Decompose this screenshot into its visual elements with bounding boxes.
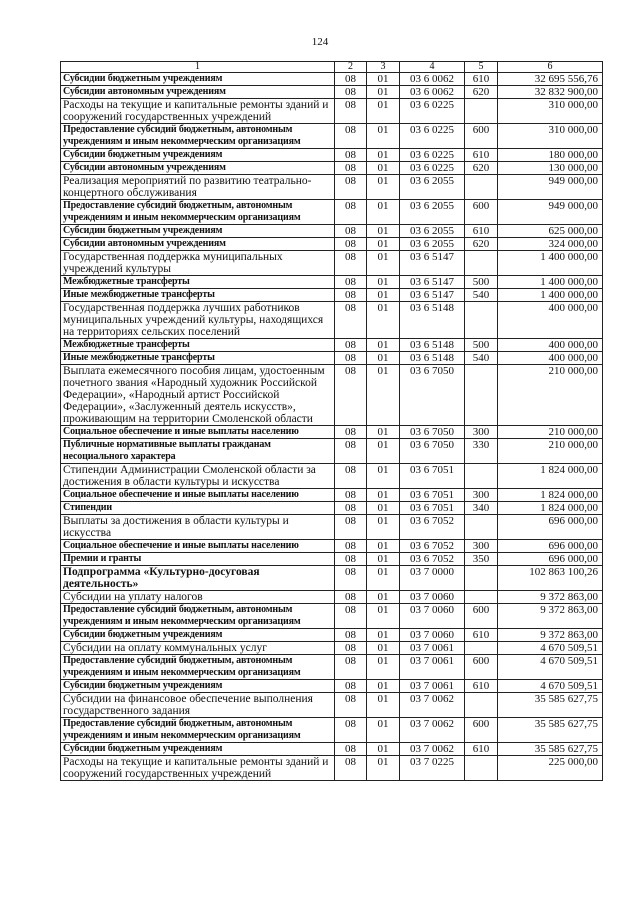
cell-expense-type: 500 xyxy=(465,339,498,352)
cell-subsection: 01 xyxy=(367,238,400,251)
cell-expense-type xyxy=(465,693,498,718)
cell-expense-type: 600 xyxy=(465,604,498,629)
cell-subsection: 01 xyxy=(367,149,400,162)
cell-expense-type: 300 xyxy=(465,540,498,553)
cell-amount: 35 585 627,75 xyxy=(498,693,603,718)
table-row xyxy=(61,718,603,743)
cell-subsection: 01 xyxy=(367,276,400,289)
header-cell-section: 2 xyxy=(335,62,367,73)
cell-subsection: 01 xyxy=(367,225,400,238)
table-row xyxy=(61,464,603,489)
cell-name: Государственная поддержка муниципальных учреждений культуры xyxy=(61,251,335,276)
cell-section: 08 xyxy=(335,553,367,566)
table-row xyxy=(61,73,603,86)
cell-section: 08 xyxy=(335,591,367,604)
cell-subsection: 01 xyxy=(367,718,400,743)
cell-target-article: 03 6 0062 xyxy=(400,86,465,99)
cell-expense-type: 610 xyxy=(465,73,498,86)
table-row xyxy=(61,162,603,175)
header-cell-subsection: 3 xyxy=(367,62,400,73)
cell-amount: 32 695 556,76 xyxy=(498,73,603,86)
cell-amount: 696 000,00 xyxy=(498,515,603,540)
table-row xyxy=(61,302,603,339)
cell-name: Социальное обеспечение и иные выплаты населению xyxy=(61,426,335,439)
cell-subsection: 01 xyxy=(367,289,400,302)
cell-subsection: 01 xyxy=(367,502,400,515)
cell-section: 08 xyxy=(335,124,367,149)
header-cell-target-article: 4 xyxy=(400,62,465,73)
cell-subsection: 01 xyxy=(367,642,400,655)
cell-target-article: 03 7 0060 xyxy=(400,604,465,629)
cell-subsection: 01 xyxy=(367,515,400,540)
cell-amount: 1 400 000,00 xyxy=(498,276,603,289)
cell-name: Подпрограмма «Культурно-досуговая деятельность» xyxy=(61,566,335,591)
cell-expense-type xyxy=(465,642,498,655)
cell-amount: 210 000,00 xyxy=(498,426,603,439)
cell-target-article: 03 6 0225 xyxy=(400,124,465,149)
cell-subsection: 01 xyxy=(367,200,400,225)
cell-subsection: 01 xyxy=(367,99,400,124)
cell-expense-type xyxy=(465,464,498,489)
cell-subsection: 01 xyxy=(367,175,400,200)
cell-subsection: 01 xyxy=(367,439,400,464)
cell-subsection: 01 xyxy=(367,540,400,553)
table-row xyxy=(61,540,603,553)
cell-name: Предоставление субсидий бюджетным, автономным учреждениям и иным некоммерческим организациям xyxy=(61,200,335,225)
cell-amount: 310 000,00 xyxy=(498,99,603,124)
table-row xyxy=(61,124,603,149)
cell-section: 08 xyxy=(335,426,367,439)
cell-amount: 696 000,00 xyxy=(498,553,603,566)
cell-subsection: 01 xyxy=(367,604,400,629)
cell-expense-type xyxy=(465,251,498,276)
cell-amount: 9 372 863,00 xyxy=(498,604,603,629)
cell-expense-type: 540 xyxy=(465,352,498,365)
table-row xyxy=(61,276,603,289)
table-row xyxy=(61,642,603,655)
table-row xyxy=(61,175,603,200)
cell-name: Субсидии бюджетным учреждениям xyxy=(61,680,335,693)
cell-name: Реализация мероприятий по развитию театрально-концертного обслуживания xyxy=(61,175,335,200)
cell-section: 08 xyxy=(335,86,367,99)
cell-name: Стипендии Администрации Смоленской области за достижения в области культуры и искусства xyxy=(61,464,335,489)
cell-section: 08 xyxy=(335,238,367,251)
cell-target-article: 03 6 2055 xyxy=(400,238,465,251)
cell-name: Субсидии на оплату коммунальных услуг xyxy=(61,642,335,655)
cell-name: Субсидии бюджетным учреждениям xyxy=(61,225,335,238)
cell-target-article: 03 6 2055 xyxy=(400,225,465,238)
table-row xyxy=(61,553,603,566)
cell-amount: 225 000,00 xyxy=(498,756,603,781)
cell-section: 08 xyxy=(335,604,367,629)
cell-name: Субсидии бюджетным учреждениям xyxy=(61,629,335,642)
cell-expense-type: 620 xyxy=(465,86,498,99)
table-row xyxy=(61,426,603,439)
table-row xyxy=(61,604,603,629)
cell-subsection: 01 xyxy=(367,73,400,86)
cell-target-article: 03 6 7051 xyxy=(400,502,465,515)
cell-target-article: 03 7 0061 xyxy=(400,642,465,655)
cell-amount: 35 585 627,75 xyxy=(498,718,603,743)
cell-subsection: 01 xyxy=(367,339,400,352)
cell-name: Социальное обеспечение и иные выплаты населению xyxy=(61,540,335,553)
cell-amount: 102 863 100,26 xyxy=(498,566,603,591)
cell-section: 08 xyxy=(335,73,367,86)
cell-target-article: 03 6 5147 xyxy=(400,289,465,302)
cell-expense-type xyxy=(465,515,498,540)
cell-subsection: 01 xyxy=(367,693,400,718)
cell-name: Субсидии бюджетным учреждениям xyxy=(61,149,335,162)
cell-target-article: 03 7 0000 xyxy=(400,566,465,591)
cell-amount: 1 824 000,00 xyxy=(498,502,603,515)
cell-section: 08 xyxy=(335,302,367,339)
cell-section: 08 xyxy=(335,629,367,642)
table-row xyxy=(61,149,603,162)
cell-section: 08 xyxy=(335,352,367,365)
table-row xyxy=(61,756,603,781)
cell-target-article: 03 7 0061 xyxy=(400,655,465,680)
cell-name: Иные межбюджетные трансферты xyxy=(61,289,335,302)
cell-expense-type: 350 xyxy=(465,553,498,566)
cell-expense-type xyxy=(465,566,498,591)
cell-name: Социальное обеспечение и иные выплаты населению xyxy=(61,489,335,502)
cell-section: 08 xyxy=(335,642,367,655)
cell-amount: 1 400 000,00 xyxy=(498,251,603,276)
cell-name: Субсидии на финансовое обеспечение выполнения государственного задания xyxy=(61,693,335,718)
cell-target-article: 03 6 0225 xyxy=(400,149,465,162)
cell-amount: 9 372 863,00 xyxy=(498,629,603,642)
cell-amount: 4 670 509,51 xyxy=(498,642,603,655)
cell-expense-type xyxy=(465,756,498,781)
cell-section: 08 xyxy=(335,718,367,743)
cell-subsection: 01 xyxy=(367,629,400,642)
cell-expense-type: 500 xyxy=(465,276,498,289)
cell-section: 08 xyxy=(335,365,367,426)
table-row xyxy=(61,743,603,756)
cell-section: 08 xyxy=(335,276,367,289)
header-cell-expense-type: 5 xyxy=(465,62,498,73)
cell-target-article: 03 6 2055 xyxy=(400,200,465,225)
table-row xyxy=(61,238,603,251)
cell-amount: 32 832 900,00 xyxy=(498,86,603,99)
cell-expense-type: 610 xyxy=(465,629,498,642)
cell-target-article: 03 7 0062 xyxy=(400,693,465,718)
cell-section: 08 xyxy=(335,99,367,124)
cell-subsection: 01 xyxy=(367,426,400,439)
cell-name: Стипендии xyxy=(61,502,335,515)
table-row xyxy=(61,566,603,591)
cell-target-article: 03 6 0062 xyxy=(400,73,465,86)
cell-subsection: 01 xyxy=(367,553,400,566)
cell-amount: 1 824 000,00 xyxy=(498,489,603,502)
cell-amount: 210 000,00 xyxy=(498,439,603,464)
cell-subsection: 01 xyxy=(367,86,400,99)
cell-amount: 625 000,00 xyxy=(498,225,603,238)
cell-name: Субсидии автономным учреждениям xyxy=(61,238,335,251)
cell-name: Предоставление субсидий бюджетным, автономным учреждениям и иным некоммерческим организациям xyxy=(61,124,335,149)
cell-section: 08 xyxy=(335,162,367,175)
cell-section: 08 xyxy=(335,149,367,162)
cell-subsection: 01 xyxy=(367,302,400,339)
cell-subsection: 01 xyxy=(367,680,400,693)
budget-table xyxy=(60,61,603,781)
cell-target-article: 03 7 0061 xyxy=(400,680,465,693)
cell-expense-type: 610 xyxy=(465,743,498,756)
cell-target-article: 03 6 5147 xyxy=(400,251,465,276)
cell-subsection: 01 xyxy=(367,464,400,489)
table-row xyxy=(61,515,603,540)
cell-expense-type: 620 xyxy=(465,162,498,175)
cell-amount: 696 000,00 xyxy=(498,540,603,553)
cell-expense-type: 300 xyxy=(465,426,498,439)
cell-expense-type: 340 xyxy=(465,502,498,515)
cell-subsection: 01 xyxy=(367,124,400,149)
table-row xyxy=(61,502,603,515)
header-cell-amount: 6 xyxy=(498,62,603,73)
cell-target-article: 03 7 0062 xyxy=(400,718,465,743)
cell-amount: 1 400 000,00 xyxy=(498,289,603,302)
cell-name: Выплаты за достижения в области культуры и искусства xyxy=(61,515,335,540)
cell-expense-type: 600 xyxy=(465,718,498,743)
cell-expense-type: 620 xyxy=(465,238,498,251)
table-row xyxy=(61,629,603,642)
cell-subsection: 01 xyxy=(367,655,400,680)
cell-target-article: 03 6 0225 xyxy=(400,162,465,175)
cell-name: Субсидии на уплату налогов xyxy=(61,591,335,604)
table-row xyxy=(61,693,603,718)
cell-expense-type xyxy=(465,175,498,200)
cell-subsection: 01 xyxy=(367,162,400,175)
table-row xyxy=(61,99,603,124)
cell-amount: 400 000,00 xyxy=(498,352,603,365)
cell-name: Иные межбюджетные трансферты xyxy=(61,352,335,365)
cell-amount: 1 824 000,00 xyxy=(498,464,603,489)
cell-amount: 35 585 627,75 xyxy=(498,743,603,756)
cell-subsection: 01 xyxy=(367,591,400,604)
cell-amount: 310 000,00 xyxy=(498,124,603,149)
cell-section: 08 xyxy=(335,502,367,515)
cell-subsection: 01 xyxy=(367,251,400,276)
cell-name: Предоставление субсидий бюджетным, автономным учреждениям и иным некоммерческим организациям xyxy=(61,604,335,629)
cell-target-article: 03 6 2055 xyxy=(400,175,465,200)
cell-name: Государственная поддержка лучших работников муниципальных учреждений культуры, находящихся на территориях сельских поселений xyxy=(61,302,335,339)
cell-subsection: 01 xyxy=(367,489,400,502)
cell-target-article: 03 6 7052 xyxy=(400,540,465,553)
cell-amount: 949 000,00 xyxy=(498,200,603,225)
cell-name: Субсидии автономным учреждениям xyxy=(61,86,335,99)
table-row xyxy=(61,439,603,464)
cell-amount: 400 000,00 xyxy=(498,339,603,352)
header-cell-name: 1 xyxy=(61,62,335,73)
cell-subsection: 01 xyxy=(367,566,400,591)
cell-name: Предоставление субсидий бюджетным, автономным учреждениям и иным некоммерческим организациям xyxy=(61,655,335,680)
table-row xyxy=(61,489,603,502)
table-header-row xyxy=(61,62,603,73)
page-number: 124 xyxy=(311,36,329,48)
cell-target-article: 03 6 7051 xyxy=(400,489,465,502)
cell-amount: 400 000,00 xyxy=(498,302,603,339)
cell-section: 08 xyxy=(335,655,367,680)
cell-target-article: 03 6 0225 xyxy=(400,99,465,124)
table-row xyxy=(61,680,603,693)
cell-target-article: 03 6 7050 xyxy=(400,426,465,439)
cell-expense-type: 610 xyxy=(465,225,498,238)
cell-target-article: 03 6 5148 xyxy=(400,352,465,365)
cell-name: Субсидии бюджетным учреждениям xyxy=(61,743,335,756)
cell-amount: 949 000,00 xyxy=(498,175,603,200)
cell-section: 08 xyxy=(335,515,367,540)
cell-section: 08 xyxy=(335,200,367,225)
cell-name: Премии и гранты xyxy=(61,553,335,566)
cell-target-article: 03 7 0062 xyxy=(400,743,465,756)
cell-subsection: 01 xyxy=(367,365,400,426)
cell-target-article: 03 6 7050 xyxy=(400,365,465,426)
cell-section: 08 xyxy=(335,489,367,502)
table-row xyxy=(61,352,603,365)
cell-expense-type: 600 xyxy=(465,655,498,680)
cell-amount: 9 372 863,00 xyxy=(498,591,603,604)
cell-amount: 4 670 509,51 xyxy=(498,680,603,693)
cell-section: 08 xyxy=(335,464,367,489)
cell-name: Субсидии бюджетным учреждениям xyxy=(61,73,335,86)
table-row xyxy=(61,339,603,352)
cell-section: 08 xyxy=(335,693,367,718)
cell-target-article: 03 6 5148 xyxy=(400,339,465,352)
cell-section: 08 xyxy=(335,756,367,781)
cell-section: 08 xyxy=(335,439,367,464)
cell-amount: 130 000,00 xyxy=(498,162,603,175)
cell-name: Межбюджетные трансферты xyxy=(61,276,335,289)
cell-section: 08 xyxy=(335,339,367,352)
cell-expense-type: 330 xyxy=(465,439,498,464)
cell-section: 08 xyxy=(335,680,367,693)
cell-target-article: 03 6 7051 xyxy=(400,464,465,489)
cell-expense-type: 610 xyxy=(465,149,498,162)
cell-section: 08 xyxy=(335,175,367,200)
cell-target-article: 03 7 0060 xyxy=(400,629,465,642)
table-row xyxy=(61,289,603,302)
cell-expense-type xyxy=(465,302,498,339)
cell-amount: 180 000,00 xyxy=(498,149,603,162)
cell-name: Субсидии автономным учреждениям xyxy=(61,162,335,175)
cell-section: 08 xyxy=(335,225,367,238)
table-row xyxy=(61,591,603,604)
table-row xyxy=(61,655,603,680)
cell-amount: 210 000,00 xyxy=(498,365,603,426)
table-row xyxy=(61,365,603,426)
cell-subsection: 01 xyxy=(367,352,400,365)
cell-expense-type xyxy=(465,99,498,124)
cell-expense-type: 300 xyxy=(465,489,498,502)
cell-name: Расходы на текущие и капитальные ремонты зданий и сооружений государственных учреждений xyxy=(61,99,335,124)
cell-expense-type xyxy=(465,365,498,426)
cell-target-article: 03 6 5148 xyxy=(400,302,465,339)
table-row xyxy=(61,86,603,99)
cell-target-article: 03 6 5147 xyxy=(400,276,465,289)
cell-name: Выплата ежемесячного пособия лицам, удостоенным почетного звания «Народный художник Российской Федерации», «Народный артист Российской Федерации», «Заслуженный деятель искусств», проживающим на территории Смоленской области xyxy=(61,365,335,426)
cell-amount: 324 000,00 xyxy=(498,238,603,251)
cell-target-article: 03 7 0225 xyxy=(400,756,465,781)
cell-subsection: 01 xyxy=(367,756,400,781)
cell-section: 08 xyxy=(335,743,367,756)
cell-target-article: 03 6 7052 xyxy=(400,515,465,540)
cell-section: 08 xyxy=(335,540,367,553)
cell-name: Предоставление субсидий бюджетным, автономным учреждениям и иным некоммерческим организациям xyxy=(61,718,335,743)
cell-target-article: 03 6 7050 xyxy=(400,439,465,464)
cell-section: 08 xyxy=(335,289,367,302)
cell-section: 08 xyxy=(335,566,367,591)
table-row xyxy=(61,225,603,238)
cell-expense-type: 600 xyxy=(465,200,498,225)
cell-name: Расходы на текущие и капитальные ремонты зданий и сооружений государственных учреждений xyxy=(61,756,335,781)
cell-name: Межбюджетные трансферты xyxy=(61,339,335,352)
table-row xyxy=(61,251,603,276)
cell-expense-type: 610 xyxy=(465,680,498,693)
cell-amount: 4 670 509,51 xyxy=(498,655,603,680)
cell-expense-type: 540 xyxy=(465,289,498,302)
cell-section: 08 xyxy=(335,251,367,276)
table-row xyxy=(61,200,603,225)
cell-expense-type: 600 xyxy=(465,124,498,149)
cell-target-article: 03 7 0060 xyxy=(400,591,465,604)
cell-name: Публичные нормативные выплаты гражданам несоциального характера xyxy=(61,439,335,464)
cell-expense-type xyxy=(465,591,498,604)
cell-target-article: 03 6 7052 xyxy=(400,553,465,566)
cell-subsection: 01 xyxy=(367,743,400,756)
